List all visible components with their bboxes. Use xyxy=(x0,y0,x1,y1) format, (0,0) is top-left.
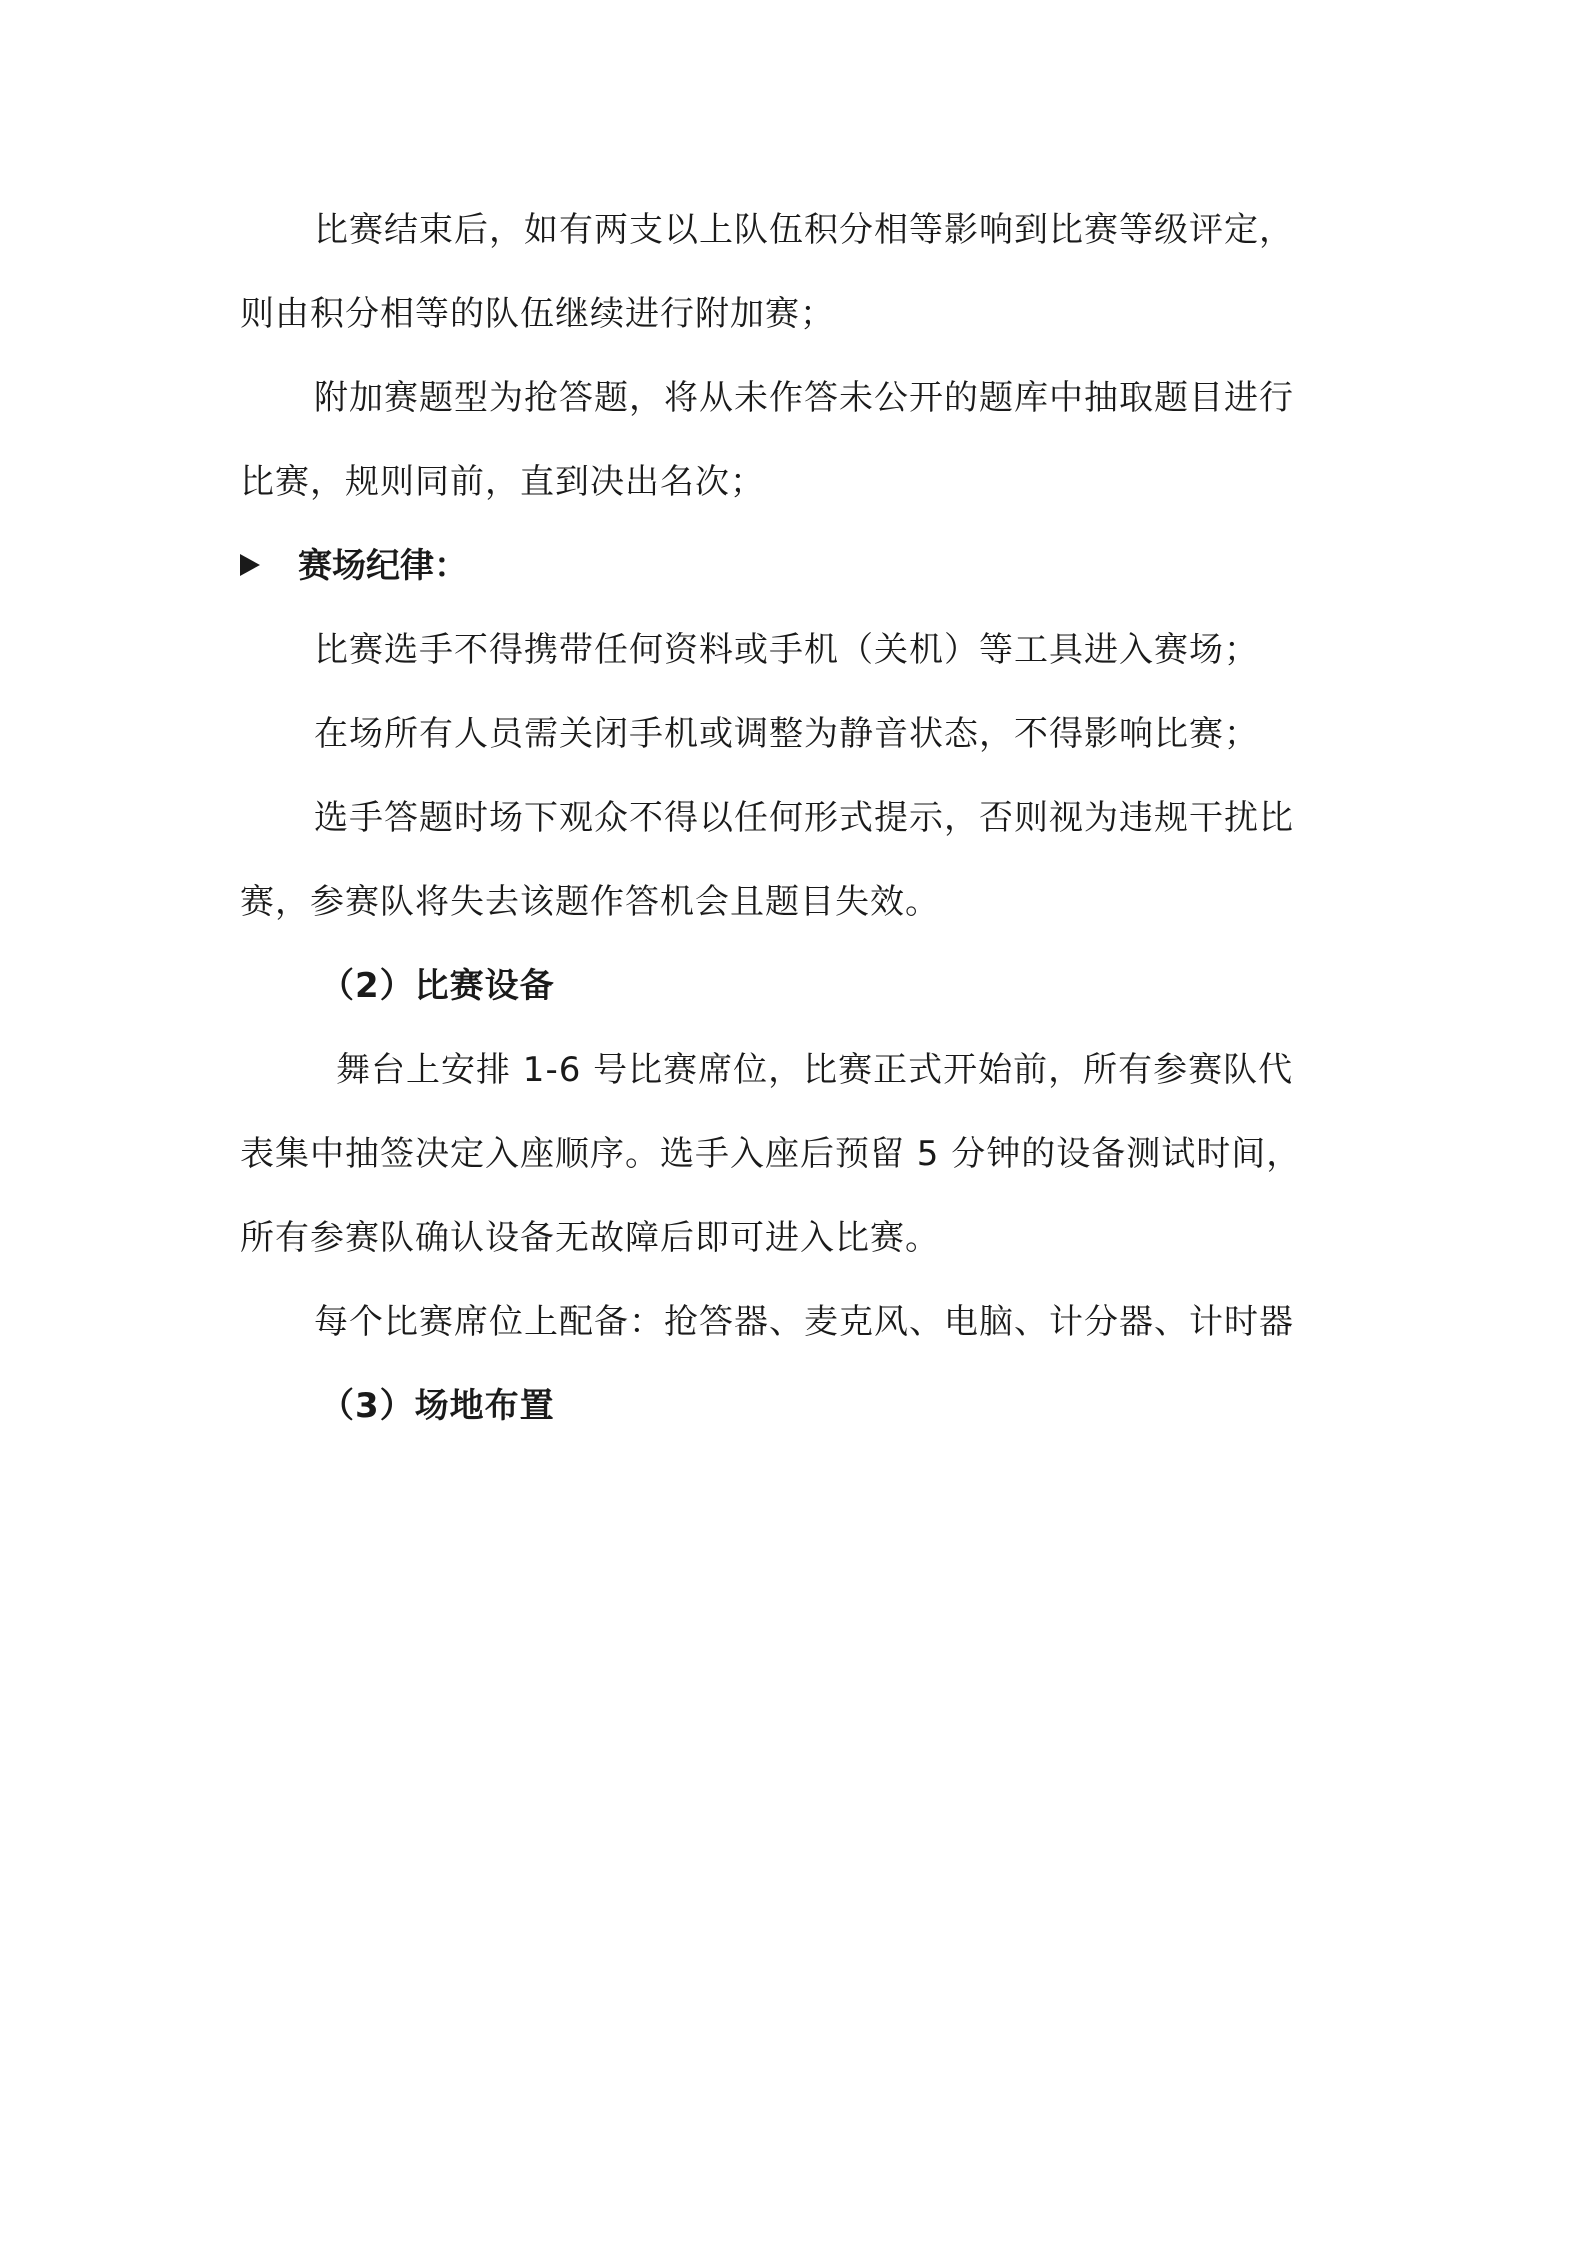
paragraph-line: 所有参赛队确认设备无故障后即可进入比赛。 xyxy=(240,1218,940,1258)
discipline-heading-text: 赛场纪律： xyxy=(298,546,468,586)
paragraph-line: 舞台上安排 1-6 号比赛席位，比赛正式开始前，所有参赛队代 xyxy=(336,1050,1294,1090)
paragraph-line: 每个比赛席位上配备：抢答器、麦克风、电脑、计分器、计时器 xyxy=(314,1302,1294,1342)
paragraph-line: 比赛选手不得携带任何资料或手机（关机）等工具进入赛场； xyxy=(314,630,1259,670)
discipline-heading xyxy=(240,546,468,586)
section-heading-equipment: （2）比赛设备 xyxy=(320,966,555,1006)
paragraph-line: 在场所有人员需关闭手机或调整为静音状态，不得影响比赛； xyxy=(314,714,1259,754)
paragraph-line: 附加赛题型为抢答题，将从未作答未公开的题库中抽取题目进行 xyxy=(314,378,1294,418)
paragraph-line: 选手答题时场下观众不得以任何形式提示，否则视为违规干扰比 xyxy=(314,798,1294,838)
paragraph-line: 比赛，规则同前，直到决出名次； xyxy=(240,462,765,502)
arrowhead-bullet-icon xyxy=(240,554,260,576)
section-heading-venue: （3）场地布置 xyxy=(320,1386,555,1426)
paragraph-line: 赛，参赛队将失去该题作答机会且题目失效。 xyxy=(240,882,940,922)
paragraph-line: 则由积分相等的队伍继续进行附加赛； xyxy=(240,294,835,334)
paragraph-line: 表集中抽签决定入座顺序。选手入座后预留 5 分钟的设备测试时间， xyxy=(240,1134,1302,1174)
paragraph-line: 比赛结束后，如有两支以上队伍积分相等影响到比赛等级评定， xyxy=(314,210,1294,250)
